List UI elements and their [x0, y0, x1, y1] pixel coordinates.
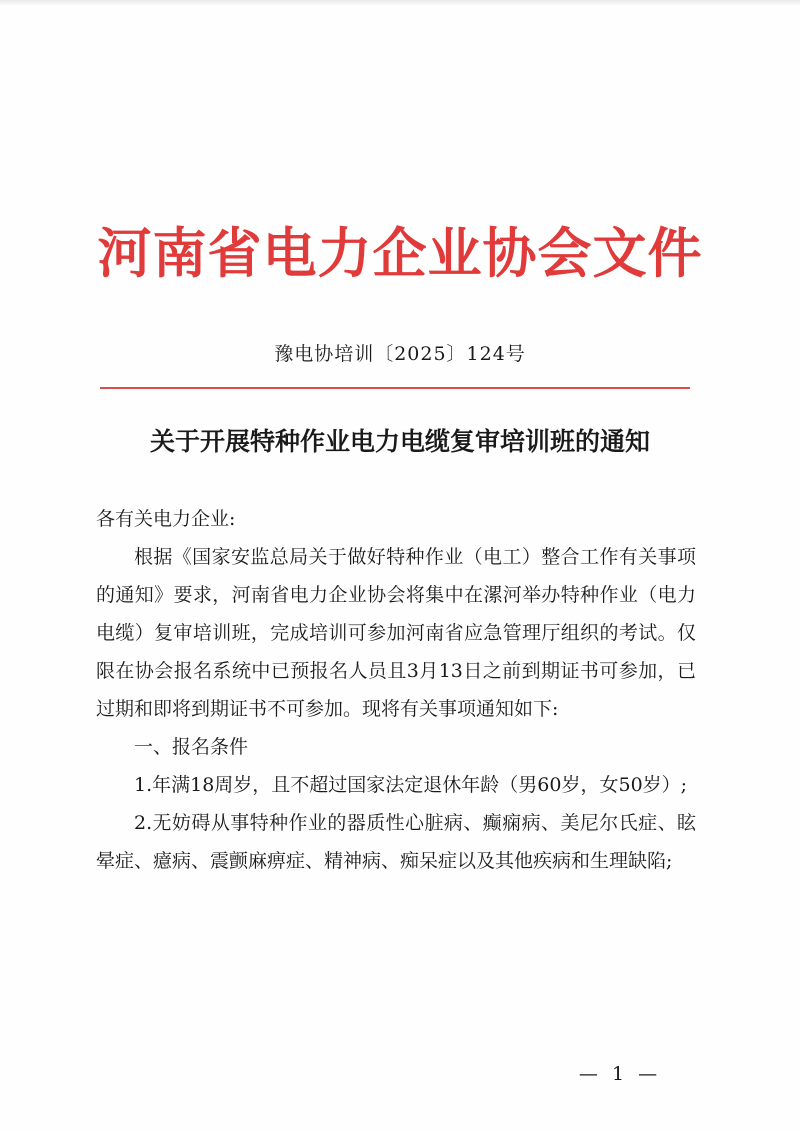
scan-edge	[0, 0, 800, 6]
notice-title: 关于开展特种作业电力电缆复审培训班的通知	[149, 427, 650, 456]
document-number: 豫电协培训〔2025〕124号	[274, 343, 526, 365]
salutation: 各有关电力企业:	[96, 508, 236, 530]
red-divider-line	[100, 387, 690, 389]
section-heading-registration: 一、报名条件	[134, 736, 249, 758]
letterhead-title: 河南省电力企业协会文件	[97, 221, 703, 285]
document-body	[96, 500, 696, 880]
page-number: — 1 —	[578, 1063, 662, 1085]
list-item-age: 1.年满18周岁，且不超过国家法定退休年龄（男60岁，女50岁）;	[134, 774, 688, 796]
intro-paragraph: 根据《国家安监总局关于做好特种作业（电工）整合工作有关事项的通知》要求，河南省电力企业协会将集中在漯河举办特种作业（电力电缆）复审培训班，完成培训可参加河南省应急管理厅组织的考试。仅限在协会报名系统中已预报名人员且3月13日之前到期证书可参加，已过期和即将到期证书不可参加。现将有关事项通知如下:	[96, 546, 696, 720]
list-item-health: 2.无妨碍从事特种作业的器质性心脏病、癫痫病、美尼尔氏症、眩晕症、癔病、震颤麻痹症、精神病、痴呆症以及其他疾病和生理缺陷;	[96, 812, 696, 872]
